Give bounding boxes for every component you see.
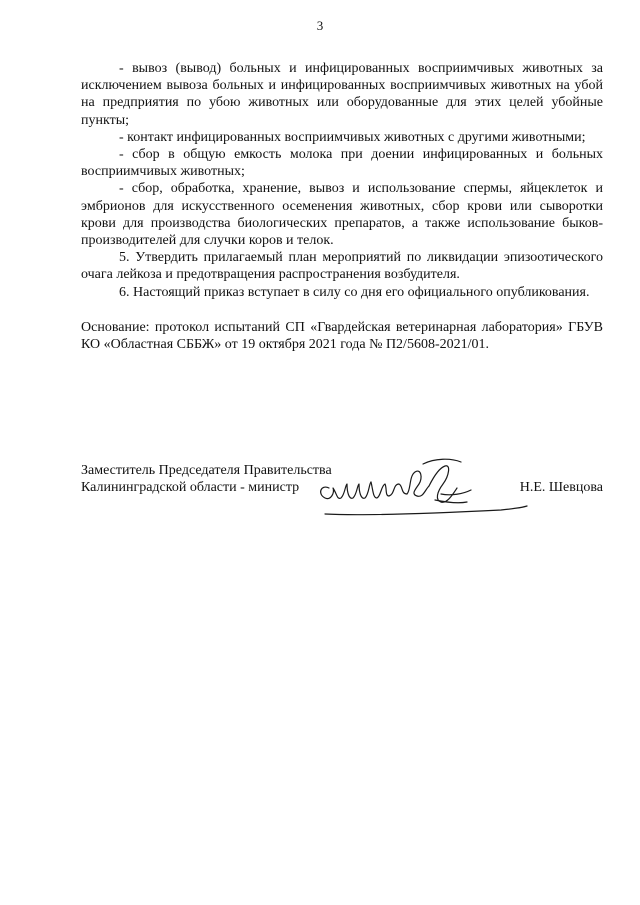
signatory-name: Н.Е. Шевцова (519, 480, 603, 495)
paragraph-milk-collection-ban: - сбор в общую емкость молока при доении инфицированных и больных восприимчивых животных; (81, 147, 603, 180)
signatory-position-line1: Заместитель Председателя Правительства (81, 463, 332, 478)
signatory-position-line2: Калининградской области - министр (81, 480, 300, 496)
paragraph-removal-ban: - вывоз (вывод) больных и инфицированных восприимчивых животных за исключением вывоза больных и инфицированных восприимчивых животных на убой на предприятия по убою животных или оборудованные для этих целей убойные пункты; (81, 61, 603, 128)
paragraph-item-6: 6. Настоящий приказ вступает в силу со дня его официального опубликования. (119, 284, 590, 300)
handwritten-signature (311, 454, 531, 524)
paragraph-reproduction-ban: - сбор, обработка, хранение, вывоз и использование спермы, яйцеклеток и эмбрионов для искусственного осеменения животных, сбор крови или сыворотки крови для производства биологических препаратов, а также использование быков-производителей для случки коров и телок. (81, 181, 603, 249)
paragraph-contact-ban: - контакт инфицированных восприимчивых животных с другими животными; (119, 129, 586, 145)
paragraph-item-5: 5. Утвердить прилагаемый план мероприятий по ликвидации эпизоотического очага лейкоза и предотвращения распространения возбудителя. (81, 250, 603, 283)
page-number: 3 (316, 18, 324, 33)
signatory-position (81, 462, 332, 496)
document-body (81, 60, 603, 353)
signature-block (81, 462, 603, 532)
basis-paragraph: Основание: протокол испытаний СП «Гвардейская ветеринарная лаборатория» ГБУВ КО «Областная СББЖ» от 19 октября 2021 года № П2/5608-2021/01. (81, 319, 603, 353)
